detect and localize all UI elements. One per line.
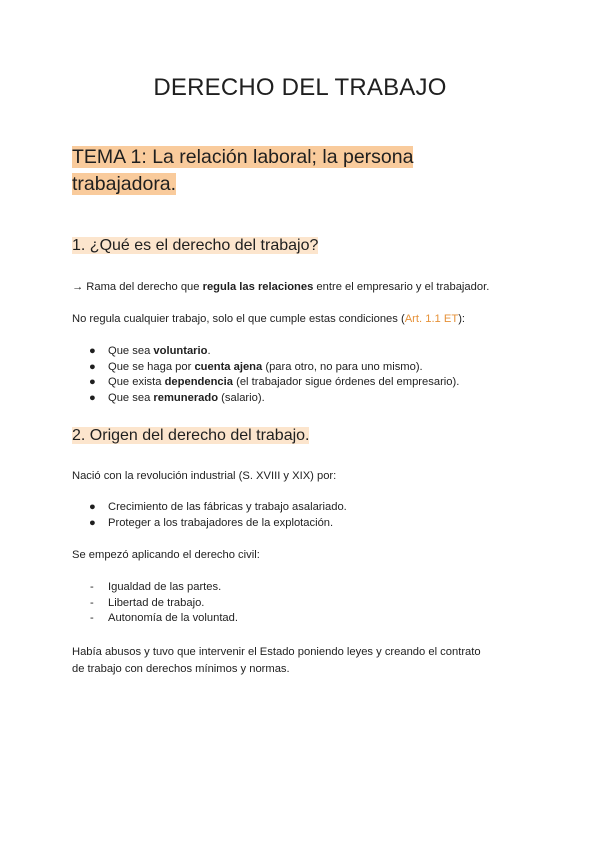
list-item: [72, 611, 238, 627]
list-item: [72, 375, 459, 391]
dash-marker: -: [90, 612, 94, 624]
bullet-marker: ●: [89, 345, 96, 357]
section-2-heading-text: 2. Origen del derecho del trabajo.: [72, 427, 310, 444]
text-run: Que sea: [108, 345, 154, 357]
list-item: [72, 500, 347, 516]
civil-law-principles-list: [72, 580, 238, 627]
text-run: entre el empresario y el trabajador.: [313, 281, 490, 293]
list-item: [72, 344, 459, 360]
section-2-paragraph-3: [72, 644, 532, 678]
topic-heading-text: TEMA 1: La relación laboral; la persona trabajadora.: [72, 146, 414, 195]
bold-text: dependencia: [164, 376, 233, 388]
topic-heading: [72, 144, 492, 198]
text-run: Que se haga por: [108, 360, 195, 373]
dash-marker: -: [90, 596, 94, 609]
text-run: → Rama del derecho que: [72, 281, 203, 293]
bullet-marker: ●: [89, 516, 96, 529]
section-2-paragraph-1: Nació con la revolución industrial (S. XVIII y XIX) por:: [72, 470, 337, 482]
text-run: de trabajo con derechos mínimos y normas.: [72, 663, 290, 675]
text-run: (salario).: [218, 391, 265, 404]
document-title: DERECHO DEL TRABAJO: [153, 74, 447, 101]
text-run: Libertad de trabajo.: [108, 596, 205, 609]
section-1-heading-text: 1. ¿Qué es el derecho del trabajo?: [72, 237, 319, 254]
section-2-heading: [72, 427, 309, 445]
text-run: Proteger a los trabajadores de la explotación.: [108, 516, 334, 529]
list-item: [72, 580, 238, 596]
text-run: Que exista: [108, 376, 165, 388]
article-reference: Art. 1.1 ET: [404, 313, 459, 325]
bullet-marker: ●: [89, 501, 96, 513]
text-run: Crecimiento de las fábricas y trabajo asalariado.: [108, 501, 347, 513]
text-run: (para otro, no para uno mismo).: [262, 360, 423, 373]
dash-marker: -: [90, 581, 94, 593]
text-run: .: [207, 345, 211, 357]
text-run: ):: [458, 313, 466, 325]
list-item: [72, 516, 347, 532]
bullet-marker: ●: [89, 391, 96, 404]
section-1-paragraph-1: [72, 279, 532, 296]
section-1-heading: [72, 237, 318, 255]
section-2-paragraph-2: Se empezó aplicando el derecho civil:: [72, 549, 260, 561]
list-item: [72, 360, 459, 376]
text-run: Igualdad de las partes.: [108, 581, 222, 593]
text-run: Que sea: [108, 391, 154, 404]
conditions-list: [72, 344, 459, 406]
causes-list: [72, 500, 347, 531]
list-item: [72, 596, 238, 612]
bold-text: regula las relaciones: [202, 281, 314, 293]
list-item: [72, 391, 459, 407]
bold-text: remunerado: [153, 391, 219, 404]
text-run: Había abusos y tuvo que intervenir el Estado poniendo leyes y creando el contrato: [72, 646, 481, 658]
text-run: No regula cualquier trabajo, solo el que cumple estas condiciones (: [72, 313, 405, 325]
section-1-paragraph-2: [72, 311, 532, 328]
text-run: Autonomía de la voluntad.: [108, 612, 238, 624]
bullet-marker: ●: [89, 376, 96, 388]
bold-text: voluntario: [153, 345, 208, 357]
bullet-marker: ●: [89, 360, 96, 373]
text-run: (el trabajador sigue órdenes del empresario).: [232, 376, 460, 388]
bold-text: cuenta ajena: [194, 360, 263, 373]
